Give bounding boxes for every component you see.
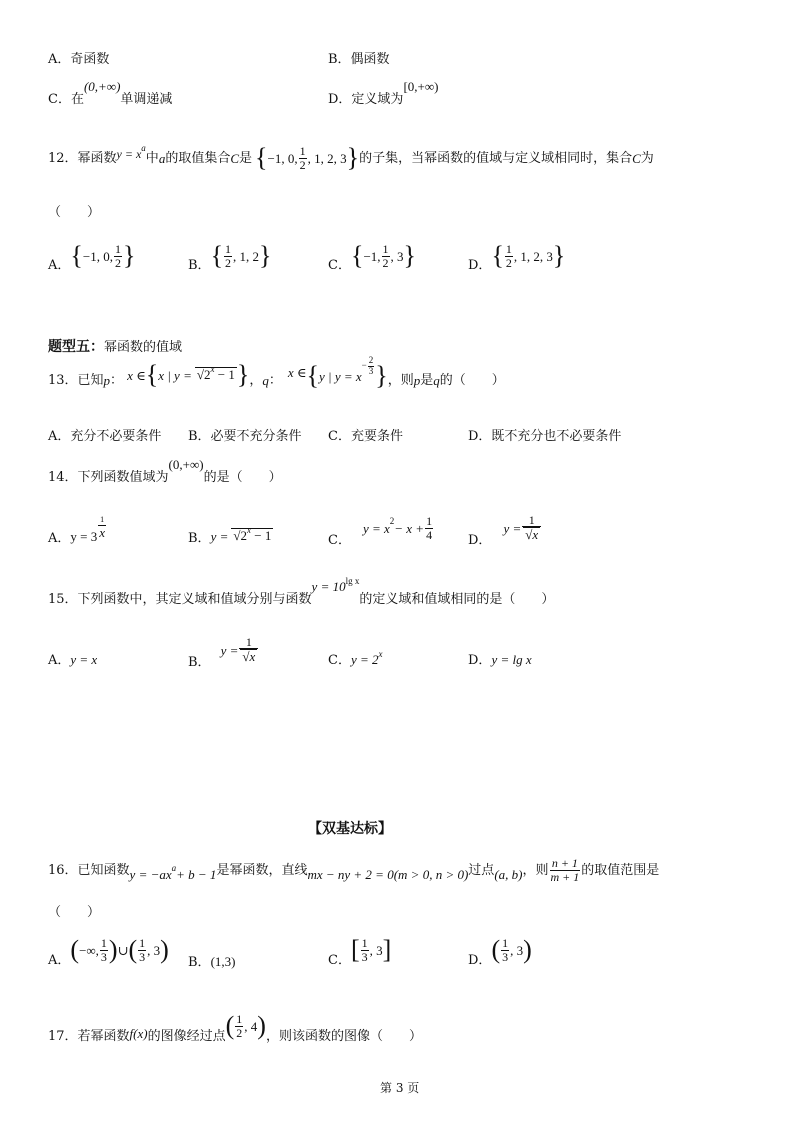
q12-mid1: 中 bbox=[145, 150, 159, 166]
q13-q-exponent: − $\frac{2}{3}$ bbox=[361, 355, 374, 376]
q12-option-d: D． { $\frac{1}{2}$ , 1, 2, 3 } bbox=[468, 241, 566, 273]
q12-set-part2: , 1, 2, 3 bbox=[307, 150, 347, 166]
q12-paren: （ ） bbox=[48, 205, 101, 220]
q11-option-b: B．偶函数 bbox=[328, 52, 390, 67]
section5-label: 题型五： bbox=[48, 339, 104, 355]
q15-func: $y = 10^{lg x}$ bbox=[311, 576, 360, 594]
q15-option-c: C．$y = 2^x$ bbox=[328, 649, 383, 668]
q16-option-a: A． ( −∞, $\frac{1}{3}$ ) ∪ ( $\frac{1}{3}$ , 3 ) bbox=[48, 935, 169, 968]
q17-stem: 17．若幂函数 f(x) 的图像经过点 ( $\frac{1}{2}$ , 4 ) ，则该函数的图像（ ） bbox=[48, 1011, 422, 1044]
q12-set-part1: −1, 0, bbox=[267, 150, 298, 166]
q11-option-c-interval: (0,+∞) bbox=[83, 79, 121, 94]
q16-option-b: B．(1,3) bbox=[188, 954, 236, 970]
q12-option-c: C． { −1, $\frac{1}{2}$ , 3 } bbox=[328, 241, 417, 273]
q12-var-a: a bbox=[158, 150, 166, 166]
q12-set-fraction: $\frac{1}{2}$ bbox=[299, 143, 306, 172]
q12-option-a: A． { −1, 0, $\frac{1}{2}$ } bbox=[48, 241, 136, 273]
q14-option-a: A． y = 3 $\frac{1}{x}$ bbox=[48, 515, 106, 546]
q12-stem: 12．幂函数 $y = x^a$ 中 a 的取值集合 C 是 { −1, 0, $\frac{1}{2}$ , 1, 2, 3 } 的子集，当幂函数的值域与定义域相同时，集合 C 为 bbox=[48, 143, 654, 172]
q13-option-b: B．必要不充分条件 bbox=[188, 429, 302, 444]
q12-func: $y = x^a$ bbox=[116, 143, 146, 161]
q11-option-c-post: 单调递减 bbox=[120, 92, 173, 107]
q12-var-c2: C bbox=[632, 150, 641, 166]
q12-var-c: C bbox=[230, 150, 239, 166]
q13-option-d: D．既不充分也不必要条件 bbox=[468, 429, 622, 444]
q15-option-a: A．y = x bbox=[48, 652, 98, 668]
q12-mid3: 是 bbox=[239, 150, 253, 166]
page-number: 第 3 页 bbox=[380, 1081, 420, 1095]
q16-paren: （ ） bbox=[48, 905, 101, 920]
q15-option-b: B． y = $\frac{1}{√x}$ bbox=[188, 630, 259, 670]
section5-title: 幂函数的值域 bbox=[104, 340, 183, 355]
q11-option-a: A．奇函数 bbox=[48, 52, 110, 67]
q11-option-d bbox=[328, 79, 439, 107]
q13-stem: 13．已知 p ： x ∈ { x | y = $√2^x - 1$ } ， q ： x ∈ { y | y = x − $\frac{2}{3}$ } ，则 p 是 q 的（ ） bbox=[48, 355, 505, 390]
q13-p-sqrt: $√2^x - 1$ bbox=[196, 364, 235, 383]
q11-option-c bbox=[48, 79, 173, 107]
q12-mid2: 的取值集合 bbox=[165, 150, 231, 166]
q14-option-c: C． y = x 2 − x + $\frac{1}{4}$ bbox=[328, 513, 433, 548]
q11-option-d-interval: [0,+∞) bbox=[403, 79, 439, 94]
q15-stem: 15．下列函数中，其定义域和值域分别与函数$y = 10^{lg x}$的定义域和值域相同的是（ ） bbox=[48, 576, 555, 607]
q14-interval: (0,+∞) bbox=[168, 457, 204, 472]
q15-option-d: D．y = lg x bbox=[468, 652, 532, 668]
q16-stem: 16．已知函数 y = −ax a + b − 1 是幂函数，直线 mx − ny + 2 = 0(m > 0, n > 0) 过点 (a, b) ，则 $\frac{n + 1}{m + 1}$ 的取值范围是 bbox=[48, 855, 660, 884]
q13-option-a: A．充分不必要条件 bbox=[48, 429, 162, 444]
q12-pre: 12．幂函数 bbox=[48, 150, 117, 166]
q12-post1: 的子集，当幂函数的值域与定义域相同时，集合 bbox=[359, 150, 633, 166]
section-double-title: 【双基达标】 bbox=[308, 821, 392, 837]
q11-option-d-pre: D．定义域为 bbox=[328, 92, 404, 107]
q12-option-b: B． { $\frac{1}{2}$ , 1, 2 } bbox=[188, 241, 272, 273]
q16-option-d: D． ( $\frac{1}{3}$ , 3 ) bbox=[468, 935, 532, 968]
q13-option-c: C．充要条件 bbox=[328, 429, 403, 444]
q14-option-d: D． y = $\frac{1}{√x}$ bbox=[468, 508, 542, 548]
q12-post2: 为 bbox=[640, 150, 654, 166]
q11-option-c-pre: C．在 bbox=[48, 92, 84, 107]
q16-option-c: C． [ $\frac{1}{3}$ , 3 ] bbox=[328, 935, 392, 968]
q14-option-b: B． y = $√2^x - 1$ bbox=[188, 525, 272, 546]
section5-heading bbox=[48, 340, 182, 354]
q14-stem: 14．下列函数值域为(0,+∞)的是（ ） bbox=[48, 457, 282, 485]
